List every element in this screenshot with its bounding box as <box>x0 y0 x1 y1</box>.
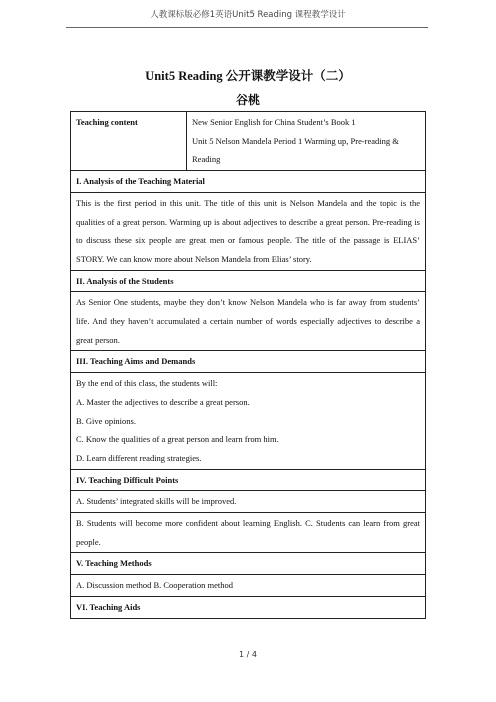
section-heading-material: I. Analysis of the Teaching Material <box>71 171 426 193</box>
section-body-methods: A. Discussion method B. Cooperation method <box>71 575 426 597</box>
section-heading-difficult-points: IV. Teaching Difficult Points <box>71 469 426 491</box>
section-body-students: As Senior One students, maybe they don’t know Nelson Mandela who is far away from students’ life. And they haven’t accumulated a certain number of words especially adjectives to describe a great person. <box>71 292 426 351</box>
section-heading-methods: V. Teaching Methods <box>71 553 426 575</box>
section-heading-aims: III. Teaching Aims and Demands <box>71 351 426 373</box>
section-body-material: This is the first period in this unit. The title of this unit is Nelson Mandela and the topic is the qualities of a great person. Warming up is about adjectives to describe a great person. Pre-reading is to discuss these six people are great men or famous people. The title of the passage is ELIAS’ STORY. We can know more about Nelson Mandela from Elias’ story. <box>71 192 426 270</box>
section-heading-aids: VI. Teaching Aids <box>71 596 426 618</box>
document-author: 谷桃 <box>235 93 260 107</box>
teaching-content-label: Teaching content <box>71 112 187 171</box>
page-number: 1 / 4 <box>239 650 257 659</box>
difficult-point-b: B. Students will become more confident about learning English. C. Students can learn from great people. <box>71 513 426 553</box>
aims-line: A. Master the adjectives to describe a great person. <box>76 396 250 407</box>
header-divider <box>66 27 428 28</box>
difficult-point-a: A. Students’ integrated skills will be improved. <box>71 491 426 513</box>
aims-line: C. Know the qualities of a great person and learn from him. <box>76 434 279 445</box>
aims-line: D. Learn different reading strategies. <box>76 452 202 463</box>
teaching-content-value <box>187 112 426 171</box>
content-line: New Senior English for China Student’s Book 1 <box>192 117 356 127</box>
running-header: 人教课标版必修1英语Unit5 Reading 课程教学设计 <box>150 10 346 20</box>
document-title: Unit5 Reading 公开课教学设计（二） <box>145 69 351 83</box>
section-body-aims <box>71 373 426 470</box>
section-heading-students: II. Analysis of the Students <box>71 270 426 292</box>
aims-line: B. Give opinions. <box>76 415 136 426</box>
aims-line: By the end of this class, the students will: <box>76 378 218 389</box>
lesson-plan-table <box>70 111 426 619</box>
content-line: Unit 5 Nelson Mandela Period 1 Warming up, Pre-reading & Reading <box>192 135 399 165</box>
teaching-content-row <box>71 112 426 171</box>
